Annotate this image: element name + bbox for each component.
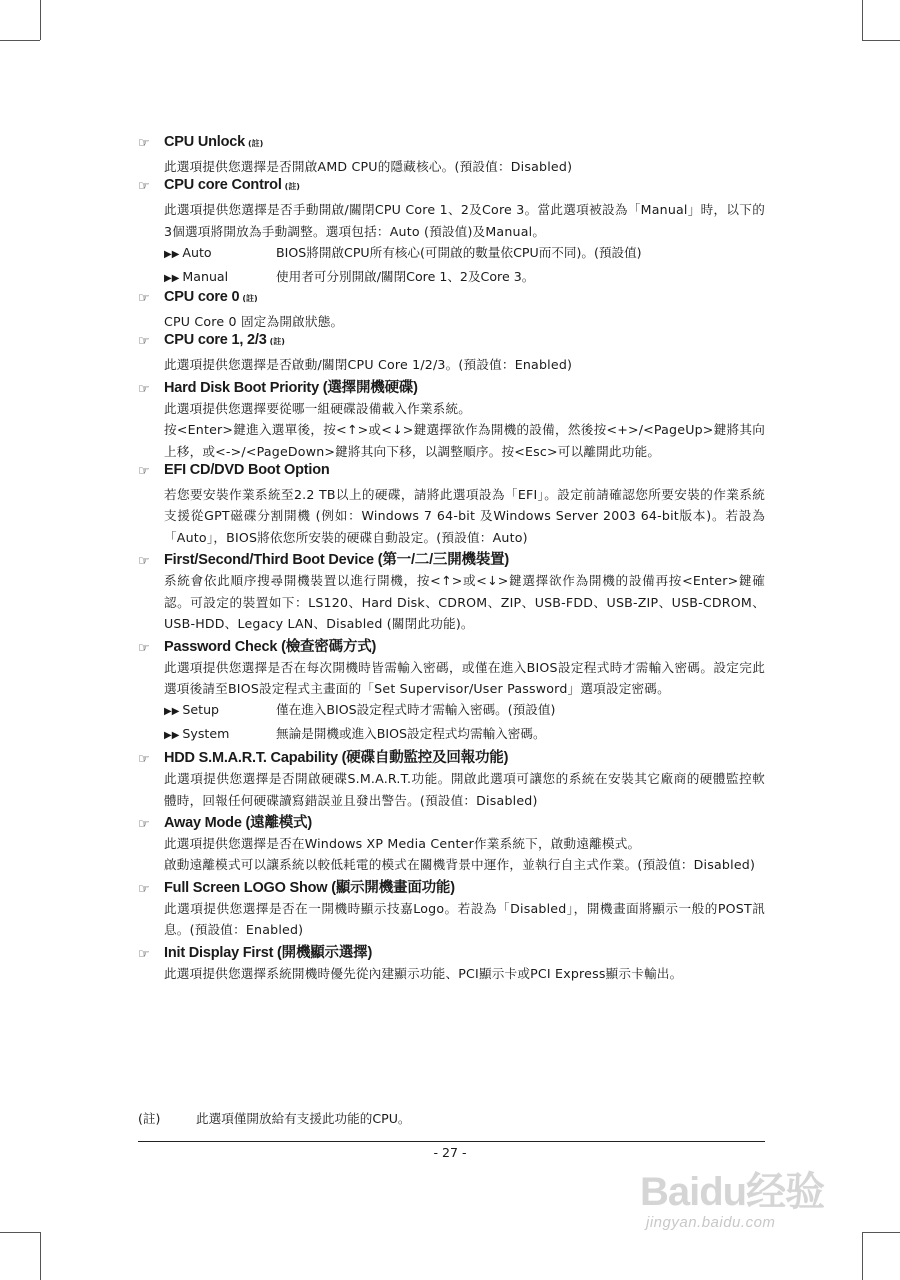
pointing-hand-icon: ☞ (138, 640, 150, 656)
setting-section (138, 134, 765, 177)
section-heading (138, 462, 765, 484)
section-heading (138, 177, 765, 199)
pointing-hand-icon: ☞ (138, 381, 150, 397)
setting-section (138, 462, 765, 548)
pointing-hand-icon: ☞ (138, 946, 150, 962)
watermark-logo: Baidu经验 (640, 1170, 825, 1214)
pointing-hand-icon: ☞ (138, 752, 150, 768)
pointing-hand-icon: ☞ (138, 136, 150, 151)
section-heading (138, 635, 765, 657)
pointing-hand-icon: ☞ (138, 179, 150, 195)
watermark (628, 1160, 868, 1280)
setting-section (138, 746, 765, 811)
double-arrow-icon: ▶▶ (164, 729, 180, 741)
option-description: 僅在進入BIOS設定程式時才需輸入密碼。(預設值) (276, 702, 556, 718)
option-row (164, 723, 765, 746)
option-key: Auto (182, 245, 212, 261)
section-description: 系統會依此順序搜尋開機裝置以進行開機，按<↑>或<↓>鍵選擇欲作為開機的設備再按<Enter>鍵確認。可設定的裝置如下：LS120、Hard Disk、CDROM、ZIP、USB-FDD、USB-ZIP、USB-CDROM、USB-HDD、Legacy LAN、Disabled (關閉此功能)。 (164, 573, 765, 632)
section-title: Away Mode (遠離模式) (164, 814, 312, 831)
option-key: Setup (182, 702, 220, 718)
footnote-text: 此選項僅開放給有支援此功能的CPU。 (196, 1111, 411, 1126)
section-description: 此選項提供您選擇是否在每次開機時皆需輸入密碼，或僅在進入BIOS設定程式時才需輸入密碼。設定完此選項後請至BIOS設定程式主畫面的「Set Supervisor/User Password」選項設定密碼。 (164, 659, 765, 696)
option-key-cell (164, 266, 276, 289)
page-number: - 27 - (433, 1145, 467, 1160)
section-description: 此選項提供您選擇要從哪一組硬碟設備載入作業系統。 (164, 400, 472, 416)
setting-section (138, 635, 765, 747)
section-heading (138, 746, 765, 768)
setting-section (138, 289, 765, 332)
note-marker: (註) (284, 182, 300, 192)
setting-section (138, 177, 765, 289)
section-description: 啟動遠離模式可以讓系統以較低耗電的模式在關機背景中運作，並執行自主式作業。(預設值：Disabled) (164, 857, 756, 873)
section-description: 此選項提供您選擇是否在一開機時顯示技嘉Logo。若設為「Disabled」，開機畫面將顯示一般的POST訊息。(預設值：Enabled) (164, 900, 765, 938)
bios-settings-content (138, 134, 765, 984)
pointing-hand-icon: ☞ (138, 464, 150, 480)
section-title: Password Check (檢查密碼方式) (164, 638, 377, 655)
option-key-cell (164, 723, 276, 746)
setting-section (138, 376, 765, 462)
setting-section (138, 811, 765, 876)
section-description: 此選項提供您選擇是否手動開啟/關閉CPU Core 1、2及Core 3。當此選項被設為「Manual」時，以下的3個選項將開放為手動調整。選項包括：Auto (預設值)及Manual。 (164, 202, 765, 239)
section-heading (138, 811, 765, 833)
option-row (164, 266, 765, 289)
section-description: 按<Enter>鍵進入選單後，按<↑>或<↓>鍵選擇欲作為開機的設備，然後按<+>/<PageUp>鍵將其向上移，或<->/<PageDown>鍵將其向下移，以調整順序。按<Esc>可以離開此功能。 (164, 422, 765, 459)
section-heading (138, 332, 765, 354)
crop-mark (0, 40, 40, 41)
double-arrow-icon: ▶▶ (164, 272, 180, 284)
pointing-hand-icon: ☞ (138, 554, 150, 570)
section-title: CPU core 1, 2/3 (164, 332, 267, 349)
section-heading (138, 376, 765, 398)
section-description: 此選項提供您選擇是否在Windows XP Media Center作業系統下，啟動遠離模式。 (164, 835, 641, 851)
setting-section (138, 876, 765, 941)
crop-mark (40, 0, 41, 40)
note-marker: (註) (248, 139, 264, 148)
setting-section (138, 941, 765, 984)
section-title: HDD S.M.A.R.T. Capability (硬碟自動監控及回報功能) (164, 750, 509, 767)
pointing-hand-icon: ☞ (138, 291, 150, 307)
crop-mark (0, 1232, 40, 1233)
section-description: 此選項提供您選擇是否啟動/關閉CPU Core 1/2/3。(預設值：Enabled) (164, 357, 573, 373)
section-title: First/Second/Third Boot Device (第一/二/三開機裝置) (164, 552, 510, 569)
section-description: CPU Core 0 固定為開啟狀態。 (164, 314, 344, 330)
option-row (164, 242, 765, 265)
section-title: CPU Unlock (164, 134, 245, 150)
option-key-cell (164, 699, 276, 722)
section-description: 若您要安裝作業系統至2.2 TB以上的硬碟，請將此選項設為「EFI」。設定前請確認您所要安裝的作業系統支援從GPT磁碟分割開機 (例如：Windows 7 64-bit 及Windows Server 2003 64-bit版本)。若設為「Auto」，BIOS將依您所安裝的硬碟自動設定。(預設值：Auto) (164, 487, 765, 545)
crop-mark (40, 1232, 41, 1280)
setting-section (138, 332, 765, 375)
section-title: Full Screen LOGO Show (顯示開機畫面功能) (164, 879, 455, 896)
section-heading (138, 876, 765, 898)
option-row (164, 699, 765, 722)
option-description: 使用者可分別開啟/關閉Core 1、2及Core 3。 (276, 268, 535, 284)
option-key-cell (164, 242, 276, 265)
setting-section (138, 548, 765, 634)
footnote-label: (註) (138, 1111, 161, 1126)
crop-mark (862, 40, 900, 41)
section-description: 此選項提供您選擇系統開機時優先從內建顯示功能、PCI顯示卡或PCI Express顯示卡輸出。 (164, 965, 683, 981)
note-marker: (註) (242, 294, 258, 304)
double-arrow-icon: ▶▶ (164, 706, 180, 718)
section-title: EFI CD/DVD Boot Option (164, 462, 330, 479)
section-description: 此選項提供您選擇是否開啟硬碟S.M.A.R.T.功能。開啟此選項可讓您的系統在安裝其它廠商的硬體監控軟體時，回報任何硬碟讀寫錯誤並且發出警告。(預設值：Disabled) (164, 771, 765, 808)
option-description: 無論是開機或進入BIOS設定程式均需輸入密碼。 (276, 725, 546, 741)
crop-mark (862, 0, 863, 40)
watermark-url: jingyan.baidu.com (646, 1214, 776, 1231)
section-title: Hard Disk Boot Priority (選擇開機硬碟) (164, 379, 418, 396)
section-description: 此選項提供您選擇是否開啟AMD CPU的隱藏核心。(預設值：Disabled) (164, 159, 573, 174)
section-heading (138, 134, 765, 156)
footer-rule (138, 1141, 765, 1142)
section-title: CPU core 0 (164, 289, 240, 306)
section-title: Init Display First (開機顯示選擇) (164, 944, 373, 961)
pointing-hand-icon: ☞ (138, 334, 150, 350)
section-heading (138, 548, 765, 570)
option-key: System (182, 725, 230, 741)
option-description: BIOS將開啟CPU所有核心(可開啟的數量依CPU而不同)。(預設值) (276, 245, 642, 261)
option-key: Manual (182, 268, 229, 284)
footnote (138, 1108, 765, 1127)
section-heading (138, 289, 765, 311)
note-marker: (註) (269, 337, 285, 347)
pointing-hand-icon: ☞ (138, 816, 150, 832)
section-heading (138, 941, 765, 963)
section-title: CPU core Control (164, 177, 282, 194)
pointing-hand-icon: ☞ (138, 881, 150, 897)
double-arrow-icon: ▶▶ (164, 249, 180, 261)
